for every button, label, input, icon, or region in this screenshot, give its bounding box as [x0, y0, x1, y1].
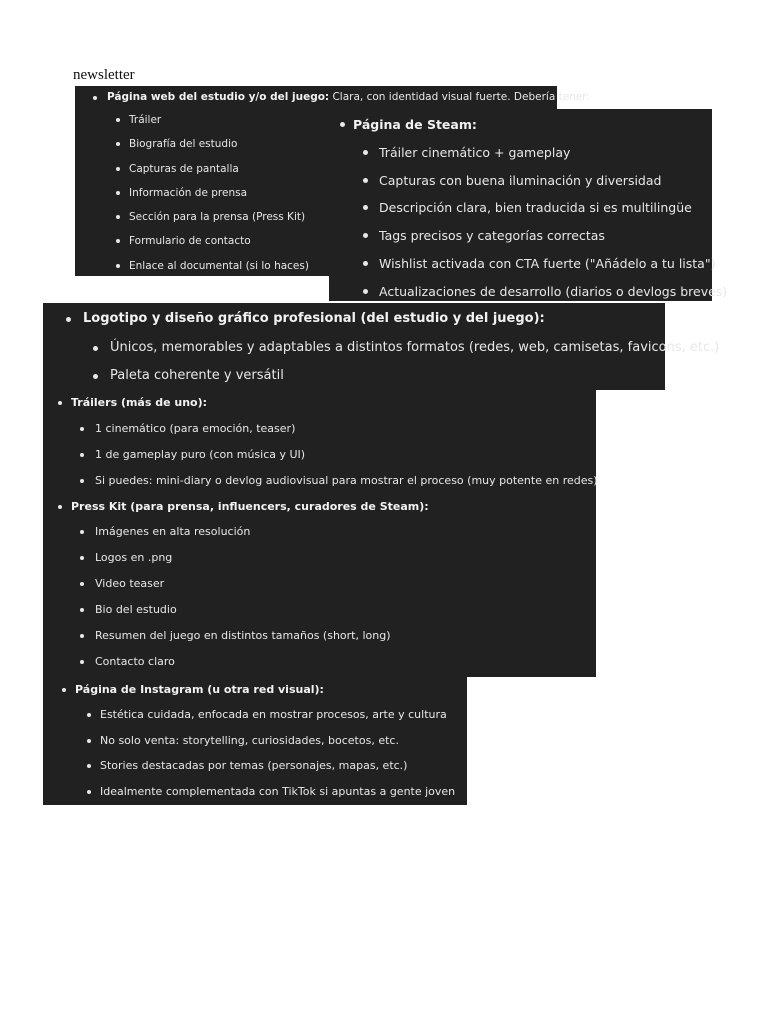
- presskit-item: Imágenes en alta resolución: [43, 519, 596, 545]
- web-heading: [75, 86, 590, 108]
- web-item: Formulario de contacto: [75, 229, 557, 253]
- instagram-item: Idealmente complementada con TikTok si apuntas a gente joven: [43, 779, 467, 804]
- screenshot-steam-page: [329, 109, 728, 301]
- instagram-heading: Página de Instagram (u otra red visual):: [43, 677, 467, 702]
- trailers-item: Si puedes: mini-diary o devlog audiovisual para mostrar el proceso (muy potente en redes): [43, 468, 596, 494]
- steam-item: Wishlist activada con CTA fuerte ("Añádelo a tu lista"): [329, 250, 712, 278]
- presskit-item: Video teaser: [43, 571, 596, 597]
- steam-item: Tráiler cinemático + gameplay: [329, 139, 712, 167]
- instagram-item: Estética cuidada, enfocada en mostrar procesos, arte y cultura: [43, 702, 467, 727]
- steam-item: Capturas con buena iluminación y diversidad: [329, 167, 712, 195]
- page-title: newsletter: [73, 67, 135, 83]
- presskit-heading: Press Kit (para prensa, influencers, curadores de Steam):: [43, 494, 596, 520]
- web-heading-rest: Clara, con identidad visual fuerte. Debería tener:: [329, 91, 590, 103]
- logo-item: Paleta coherente y versátil: [43, 362, 665, 391]
- instagram-list: [43, 677, 467, 804]
- presskit-item: Logos en .png: [43, 545, 596, 571]
- presskit-item: Bio del estudio: [43, 597, 596, 623]
- web-item: Tráiler: [75, 108, 557, 132]
- trailers-heading: Tráilers (más de uno):: [43, 390, 596, 416]
- steam-item: Actualizaciones de desarrollo (diarios o devlogs breves): [329, 278, 712, 306]
- web-item: Sección para la prensa (Press Kit): [75, 205, 557, 229]
- trailers-item: 1 cinemático (para emoción, teaser): [43, 416, 596, 442]
- screenshot-logo-design: [43, 303, 720, 390]
- web-item: Biografía del estudio: [75, 132, 557, 156]
- web-item: Información de prensa: [75, 181, 557, 205]
- web-item: Capturas de pantalla: [75, 157, 557, 181]
- steam-item: Tags precisos y categorías correctas: [329, 222, 712, 250]
- web-heading-bold: Página web del estudio y/o del juego:: [107, 91, 330, 103]
- screenshot-trailers-presskit: [43, 390, 596, 677]
- steam-item: Descripción clara, bien traducida si es multilingüe: [329, 194, 712, 222]
- steam-heading: Página de Steam:: [329, 111, 712, 139]
- web-item: Enlace al documental (si lo haces): [75, 254, 557, 278]
- steam-list: [329, 111, 728, 306]
- screenshot-instagram-page: [43, 677, 467, 805]
- instagram-item: Stories destacadas por temas (personajes, mapas, etc.): [43, 753, 467, 778]
- trailers-list: [43, 390, 596, 675]
- logo-item: Únicos, memorables y adaptables a distintos formatos (redes, web, camisetas, favicons, etc.): [43, 334, 665, 363]
- logo-list: [43, 305, 720, 391]
- instagram-item: No solo venta: storytelling, curiosidades, bocetos, etc.: [43, 728, 467, 753]
- presskit-item: Resumen del juego en distintos tamaños (short, long): [43, 623, 596, 649]
- logo-heading: Logotipo y diseño gráfico profesional (del estudio y del juego):: [43, 305, 665, 334]
- presskit-item: Contacto claro: [43, 649, 596, 675]
- trailers-item: 1 de gameplay puro (con música y UI): [43, 442, 596, 468]
